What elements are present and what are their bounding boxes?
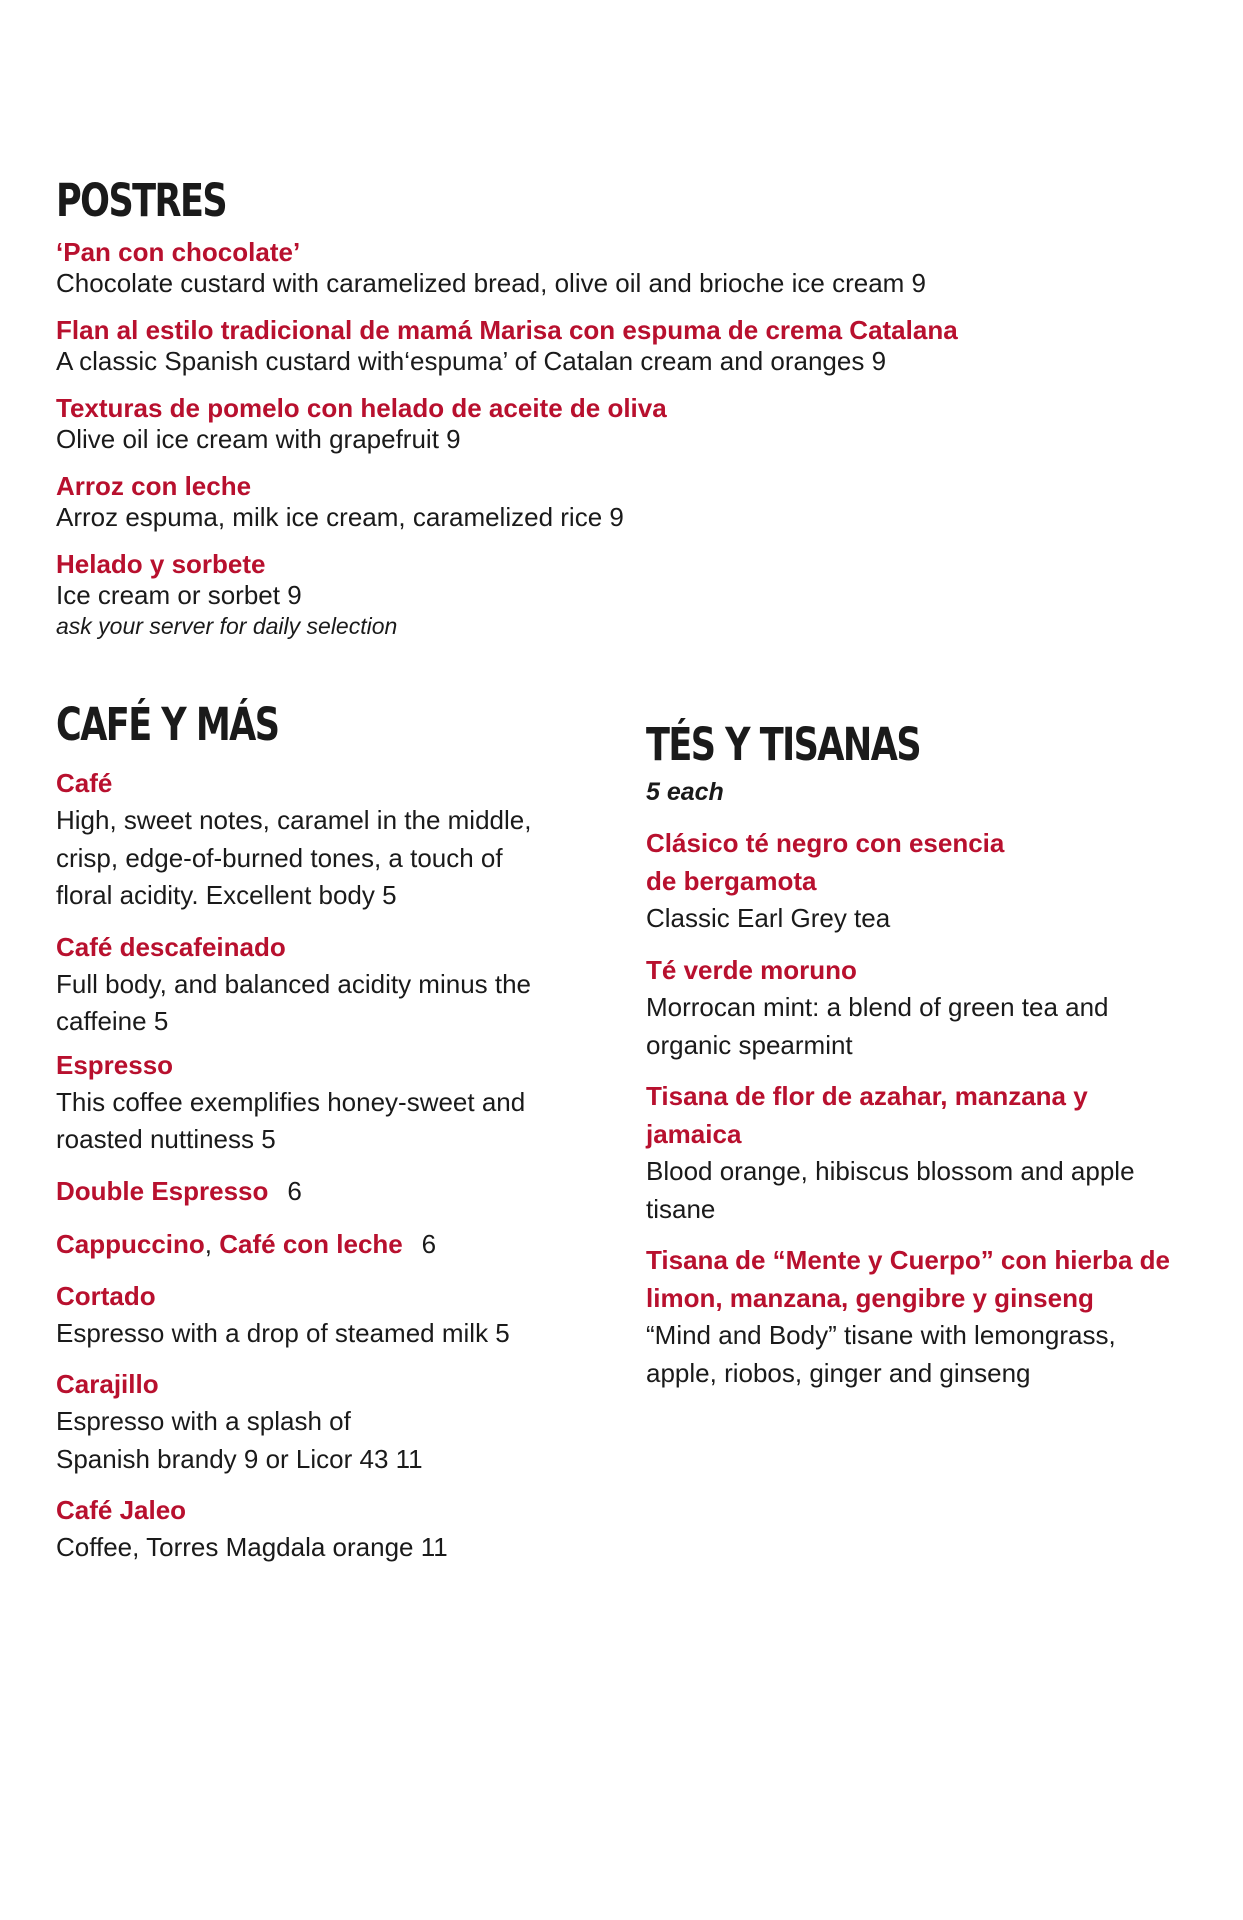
item-description-line: Coffee, Torres Magdala orange 11 bbox=[56, 1532, 448, 1562]
item-name-line: Clásico té negro con esencia bbox=[646, 828, 1005, 858]
menu-item bbox=[56, 237, 1176, 299]
item-description-line: Spanish brandy 9 or Licor 43 11 bbox=[56, 1443, 423, 1474]
item-name: Café Jaleo bbox=[56, 1495, 187, 1525]
menu-item bbox=[56, 765, 576, 915]
menu-item bbox=[56, 929, 576, 1041]
tes-title: TÉS Y TISANAS bbox=[646, 718, 921, 771]
item-name: Cortado bbox=[56, 1280, 156, 1311]
postres-title: POSTRES bbox=[56, 174, 227, 227]
menu-item bbox=[646, 1242, 1186, 1392]
item-description-line: crisp, edge-of-burned tones, a touch of bbox=[56, 842, 503, 873]
menu-item bbox=[56, 1278, 576, 1353]
item-description-line: Morrocan mint: a blend of green tea and bbox=[646, 992, 1109, 1022]
item-description: Olive oil ice cream with grapefruit 9 bbox=[56, 424, 461, 454]
item-name-line: limon, manzana, gengibre y ginseng bbox=[646, 1282, 1094, 1313]
item-description: Chocolate custard with caramelized bread, olive oil and brioche ice cream 9 bbox=[56, 268, 926, 298]
item-name-alt: Café con leche bbox=[219, 1229, 403, 1259]
item-name-line: Té verde moruno bbox=[646, 954, 857, 985]
item-description: Arroz espuma, milk ice cream, caramelized rice 9 bbox=[56, 502, 624, 532]
menu-item bbox=[646, 825, 1186, 938]
item-description-line: floral acidity. Excellent body 5 bbox=[56, 880, 397, 910]
postres-section bbox=[56, 174, 1176, 657]
item-name: Carajillo bbox=[56, 1369, 159, 1399]
item-description: A classic Spanish custard with‘espuma’ of Catalan cream and oranges 9 bbox=[56, 346, 887, 376]
item-description-line: “Mind and Body” tisane with lemongrass, bbox=[646, 1320, 1116, 1350]
menu-item bbox=[56, 471, 1176, 533]
menu-item bbox=[56, 1366, 576, 1478]
item-name: Double Espresso bbox=[56, 1175, 269, 1206]
item-note: ask your server for daily selection bbox=[56, 613, 398, 639]
tes-section bbox=[646, 718, 1186, 1406]
menu-item bbox=[56, 1492, 576, 1567]
cafe-title: CAFÉ Y MÁS bbox=[56, 698, 279, 751]
item-name-line: de bergamota bbox=[646, 865, 817, 896]
item-name-line: Tisana de flor de azahar, manzana y bbox=[646, 1081, 1088, 1111]
menu-item bbox=[56, 1047, 576, 1159]
item-name: Arroz con leche bbox=[56, 471, 252, 501]
item-description-line: Espresso with a splash of bbox=[56, 1406, 351, 1436]
item-description-line: Full body, and balanced acidity minus the bbox=[56, 968, 532, 999]
menu-item bbox=[646, 952, 1186, 1065]
item-description-line: Blood orange, hibiscus blossom and apple bbox=[646, 1156, 1135, 1186]
item-description-line: High, sweet notes, caramel in the middle, bbox=[56, 805, 532, 835]
tes-subtitle: 5 each bbox=[646, 778, 724, 806]
item-description-line: tisane bbox=[646, 1193, 716, 1224]
item-name: Flan al estilo tradicional de mamá Marisa con espuma de crema Catalana bbox=[56, 315, 958, 345]
cafe-section bbox=[56, 698, 576, 1581]
item-name: ‘Pan con chocolate’ bbox=[56, 237, 301, 267]
item-name-line: jamaica bbox=[646, 1118, 742, 1149]
menu-item bbox=[56, 315, 1176, 377]
item-description-line: This coffee exemplifies honey-sweet and bbox=[56, 1086, 526, 1117]
menu-item bbox=[56, 1173, 576, 1211]
item-price: 6 bbox=[287, 1175, 302, 1206]
item-name: Cappuccino bbox=[56, 1229, 205, 1259]
item-name-line: Tisana de “Mente y Cuerpo” con hierba de bbox=[646, 1245, 1170, 1275]
item-name: Espresso bbox=[56, 1049, 174, 1080]
item-description: Ice cream or sorbet 9 bbox=[56, 580, 302, 610]
item-price: 6 bbox=[421, 1229, 437, 1259]
item-name: Texturas de pomelo con helado de aceite de oliva bbox=[56, 393, 667, 423]
menu-item bbox=[56, 1226, 576, 1264]
item-name: Helado y sorbete bbox=[56, 549, 266, 579]
item-description-line: caffeine 5 bbox=[56, 1006, 169, 1036]
item-description-line: Espresso with a drop of steamed milk 5 bbox=[56, 1317, 510, 1348]
menu-item bbox=[56, 393, 1176, 455]
item-description-line: apple, riobos, ginger and ginseng bbox=[646, 1357, 1031, 1388]
item-description-line: roasted nuttiness 5 bbox=[56, 1124, 276, 1154]
item-separator: , bbox=[204, 1229, 220, 1259]
item-name: Café descafeinado bbox=[56, 931, 286, 962]
item-description-line: Classic Earl Grey tea bbox=[646, 903, 891, 933]
menu-item bbox=[646, 1078, 1186, 1228]
menu-item bbox=[56, 549, 1176, 641]
item-name: Café bbox=[56, 768, 113, 798]
item-description-line: organic spearmint bbox=[646, 1029, 853, 1060]
